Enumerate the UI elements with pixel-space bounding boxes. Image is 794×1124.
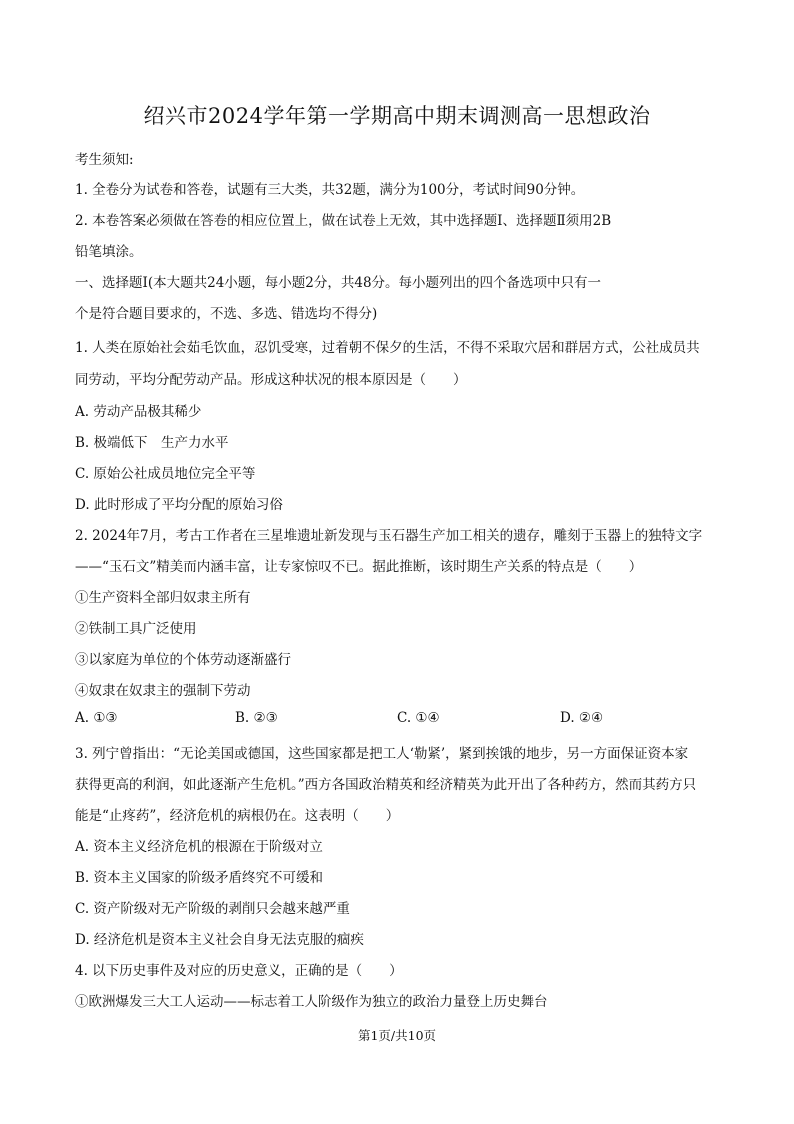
question-2-option-b: B. ②③ (235, 710, 278, 726)
question-1-stem: 1. 人类在原始社会茹毛饮血，忍饥受寒，过着朝不保夕的生活，不得不采取穴居和群居方式，公社成员共 (75, 340, 700, 356)
question-3-stem-cont-1: 获得更高的利润，如此逐渐产生危机。”西方各国政治精英和经济精英为此开出了各种药方，然而其药方只 (75, 777, 697, 793)
question-2-item-3: ③以家庭为单位的个体劳动逐渐盛行 (75, 652, 291, 668)
question-3-stem-cont-2: 能是“止疼药”，经济危机的病根仍在。这表明（ ） (75, 808, 400, 824)
question-3-option-d: D. 经济危机是资本主义社会自身无法克服的痼疾 (75, 932, 364, 948)
notice-item-2-cont: 铅笔填涂。 (75, 244, 143, 260)
question-1-option-c: C. 原始公社成员地位完全平等 (75, 466, 256, 482)
notice-item-2: 2. 本卷答案必须做在答卷的相应位置上，做在试卷上无效，其中选择题Ⅰ、选择题Ⅱ须用2B (75, 213, 612, 229)
question-2-option-a: A. ①③ (75, 710, 118, 726)
question-1-stem-cont: 同劳动，平均分配劳动产品。形成这种状况的根本原因是（ ） (75, 372, 467, 388)
section-heading: 一、选择题Ⅰ(本大题共24小题，每小题2分，共48分。每小题列出的四个备选项中只有一 (75, 275, 602, 291)
page-footer: 第1页/共10页 (357, 1028, 437, 1043)
question-2-stem: 2. 2024年7月，考古工作者在三星堆遗址新发现与玉石器生产加工相关的遗存，雕刻于玉器上的独特文字 (75, 528, 703, 544)
question-3-option-b: B. 资本主义国家的阶级矛盾终究不可缓和 (75, 870, 324, 886)
notice-header: 考生须知: (75, 152, 134, 168)
question-2-item-2: ②铁制工具广泛使用 (75, 621, 197, 637)
question-1-option-a: A. 劳动产品极其稀少 (75, 404, 202, 420)
question-4-stem: 4. 以下历史事件及对应的历史意义，正确的是（ ） (75, 963, 403, 979)
section-heading-cont: 个是符合题目要求的，不选、多选、错选均不得分) (75, 306, 378, 322)
question-3-option-c: C. 资产阶级对无产阶级的剥削只会越来越严重 (75, 901, 350, 917)
question-3-stem: 3. 列宁曾指出：“无论美国或德国，这些国家都是把工人‘勒紧’，紧到挨饿的地步，另一方面保证资本家 (75, 746, 689, 762)
question-2-option-c: C. ①④ (397, 710, 440, 726)
question-2-stem-cont: ——“玉石文”精美而内涵丰富，让专家惊叹不已。据此推断，该时期生产关系的特点是（ ） (75, 559, 643, 575)
question-1-option-d: D. 此时形成了平均分配的原始习俗 (75, 497, 283, 513)
question-3-option-a: A. 资本主义经济危机的根源在于阶级对立 (75, 839, 323, 855)
question-2-option-d: D. ②④ (560, 710, 604, 726)
question-4-item-1: ①欧洲爆发三大工人运动——标志着工人阶级作为独立的政治力量登上历史舞台 (75, 994, 548, 1010)
question-1-option-b: B. 极端低下 生产力水平 (75, 435, 229, 451)
question-2-item-1: ①生产资料全部归奴隶主所有 (75, 590, 251, 606)
notice-item-1: 1. 全卷分为试卷和答卷，试题有三大类，共32题，满分为100分，考试时间90分钟。 (75, 182, 585, 198)
question-2-item-4: ④奴隶在奴隶主的强制下劳动 (75, 683, 251, 699)
page-title: 绍兴市2024学年第一学期高中期末调测高一思想政治 (143, 104, 651, 128)
